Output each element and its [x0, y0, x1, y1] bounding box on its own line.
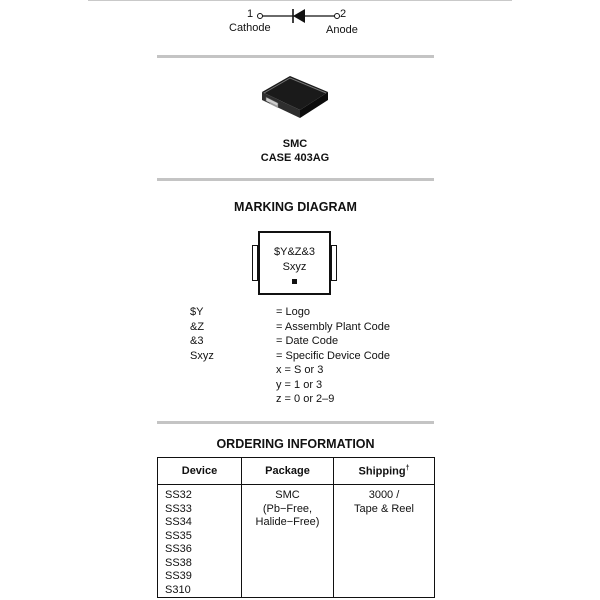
legend-code: &3 — [190, 335, 204, 347]
shipping-cell — [334, 485, 435, 598]
right-lead-tab — [331, 245, 337, 281]
package-case: CASE 403AG — [260, 152, 330, 164]
divider — [157, 421, 434, 424]
shipping-footnote-mark: † — [405, 464, 410, 472]
anode-label: Anode — [326, 24, 358, 36]
legend-code: $Y — [190, 306, 204, 318]
shipping-header-label: Shipping — [358, 465, 406, 478]
divider — [157, 178, 434, 181]
device-item: SS33 — [165, 502, 192, 515]
smc-package-image — [258, 70, 334, 122]
pin1-dot — [292, 279, 297, 284]
legend-desc: x = S or 3 — [276, 364, 324, 376]
pin1-number: 1 — [247, 8, 254, 20]
package-name: SMC — [282, 138, 308, 150]
shipping-line: Tape & Reel — [354, 502, 414, 515]
legend-desc: y = 1 or 3 — [276, 378, 323, 391]
device-header: Device — [158, 458, 242, 485]
marking-line-2: Sxyz — [282, 261, 307, 273]
device-item: SS34 — [165, 516, 192, 528]
legend-desc: = Specific Device Code — [276, 349, 391, 362]
legend-desc: = Assembly Plant Code — [276, 320, 391, 333]
cathode-label: Cathode — [229, 22, 271, 34]
legend-desc: z = 0 or 2–9 — [276, 393, 335, 405]
legend-desc: = Logo — [276, 306, 310, 318]
legend-code: &Z — [190, 320, 205, 333]
shipping-header — [334, 458, 435, 485]
divider — [157, 55, 434, 58]
device-item: SS38 — [165, 556, 192, 569]
shipping-line: 3000 / — [368, 489, 400, 501]
marking-line-1: $Y&Z&3 — [274, 246, 315, 258]
package-header: Package — [242, 458, 334, 485]
device-item: SS32 — [165, 489, 192, 501]
device-item: SS36 — [165, 543, 192, 555]
ordering-table — [157, 457, 435, 598]
package-cell — [242, 485, 334, 598]
legend-code: Sxyz — [190, 349, 214, 362]
package-line: (Pb−Free, — [262, 502, 313, 515]
device-cell — [158, 485, 242, 598]
top-rule — [88, 0, 512, 1]
marking-diagram-title: MARKING DIAGRAM — [234, 200, 357, 214]
device-item: SS39 — [165, 570, 192, 582]
package-line: Halide−Free) — [255, 516, 320, 528]
ordering-information-title: ORDERING INFORMATION — [216, 437, 375, 451]
device-item: S310 — [165, 583, 191, 596]
device-item: SS35 — [165, 529, 192, 542]
table-row — [158, 485, 435, 598]
package-line: SMC — [275, 489, 300, 501]
table-header-row — [158, 458, 435, 485]
pin2-number: 2 — [340, 8, 347, 20]
legend-desc: = Date Code — [276, 335, 339, 347]
